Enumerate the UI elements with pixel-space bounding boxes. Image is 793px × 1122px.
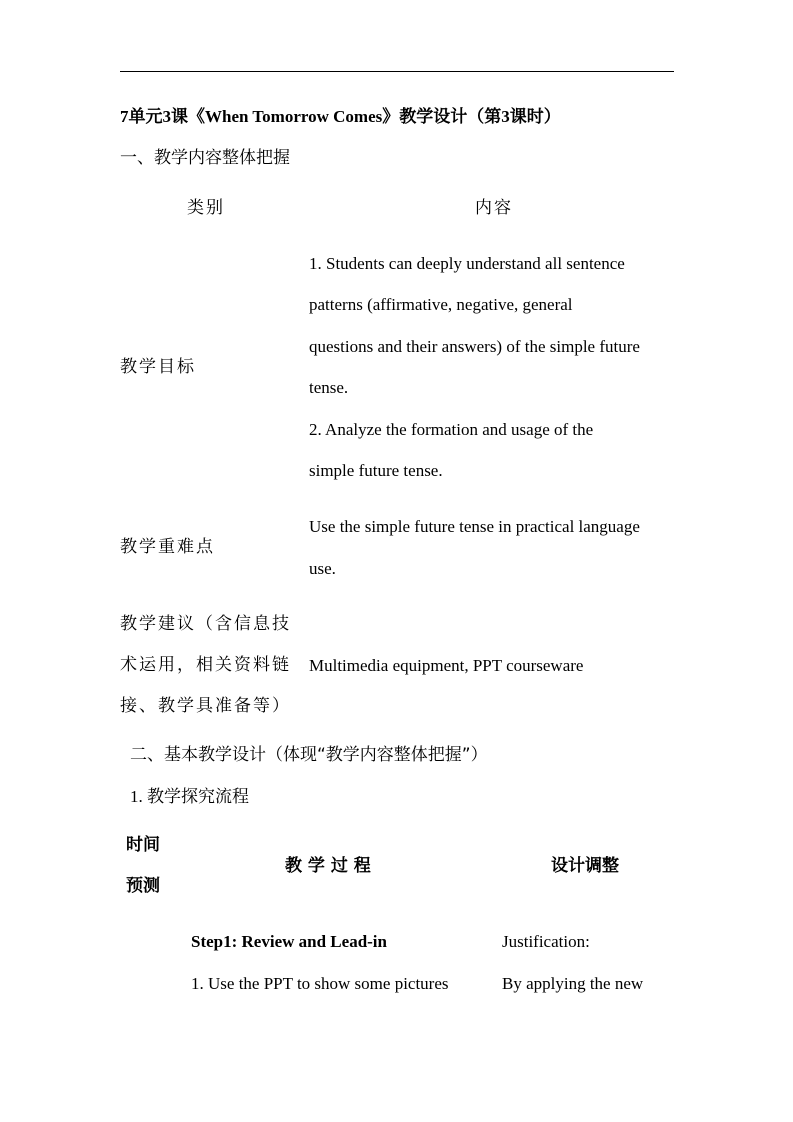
- objectives-line: 2. Analyze the formation and usage of the: [309, 420, 594, 439]
- justification-label: Justification:: [502, 932, 590, 951]
- section1-heading: 一、教学内容整体把握: [120, 148, 290, 168]
- document-title: 7单元3课《When Tomorrow Comes》教学设计（第3课时）: [120, 107, 561, 126]
- objectives-line: questions and their answers) of the simple future: [309, 337, 640, 356]
- table2-header-process: 教 学 过 程: [285, 856, 371, 876]
- suggestions-content: Multimedia equipment, PPT courseware: [309, 656, 584, 675]
- row-label-suggestions: 接、教学具准备等）: [120, 696, 291, 716]
- row-label-suggestions: 术运用，相关资料链: [120, 655, 291, 675]
- section2-heading: 二、基本教学设计（体现“教学内容整体把握”）: [130, 745, 488, 765]
- row-label-suggestions: 教学建议（含信息技: [120, 614, 291, 634]
- justification-line: By applying the new: [502, 974, 644, 993]
- section2-subheading: 1. 教学探究流程: [130, 787, 249, 806]
- table2-header-adjust: 设计调整: [551, 856, 619, 876]
- key-points-line: use.: [309, 559, 336, 578]
- table2-header-time: 预测: [126, 876, 160, 896]
- key-points-line: Use the simple future tense in practical language: [309, 517, 640, 536]
- header-rule: [120, 71, 674, 72]
- objectives-line: 1. Students can deeply understand all sentence: [309, 254, 625, 273]
- objectives-line: patterns (affirmative, negative, general: [309, 295, 573, 314]
- table2-header-time: 时间: [126, 835, 160, 855]
- row-label-objectives: 教学目标: [120, 357, 196, 377]
- step1-line: 1. Use the PPT to show some pictures: [191, 974, 449, 993]
- step1-title: Step1: Review and Lead-in: [191, 932, 387, 951]
- row-label-key-points: 教学重难点: [120, 537, 215, 557]
- objectives-line: tense.: [309, 378, 349, 397]
- table1-header-category: 类别: [187, 198, 225, 218]
- table1-header-content: 内容: [475, 198, 513, 218]
- objectives-line: simple future tense.: [309, 461, 443, 480]
